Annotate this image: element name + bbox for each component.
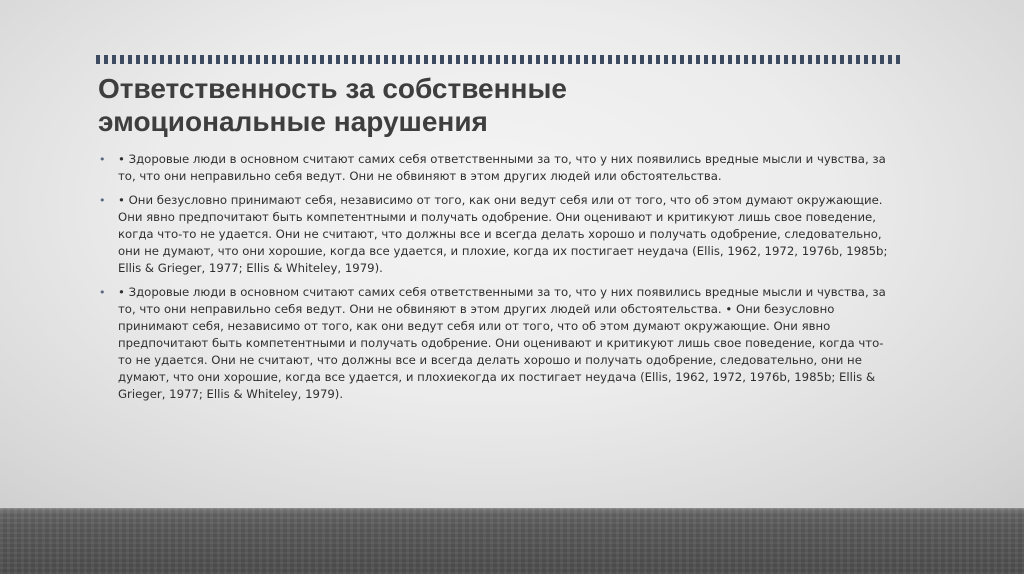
bullet-marker-icon: •	[99, 194, 106, 207]
bullet-marker-icon: •	[99, 153, 106, 166]
bullet-text-3: • Здоровые люди в основном считают самих себя ответственными за то, что у них появились вредные мысли и чувства, за то, что они неправильно себя ведут. Они не обвиняют в этом других людей или обстоятельства. • Они безусловно принимают себя, независимо от того, как они ведут себя или от того, что об этом думают окружающие. Они явно предпочитают быть компетентными и получать одобрение. Они оценивают и критикуют лишь свое поведение, когда что-то не удается. Они не считают, что должны все и всегда делать хорошо и получать одобрение, следовательно, они не думают, что они хорошие, когда все удается, и плохиекогда их постигает неудача (Ellis, 1962, 1972, 1976b, 1985b; Ellis & Grieger, 1977; Ellis & Whiteley, 1979).	[118, 285, 886, 401]
bullet-item-1	[98, 151, 890, 185]
bullet-text-1: • Здоровые люди в основном считают самих себя ответственными за то, что у них появились вредные мысли и чувства, за то, что они неправильно себя ведут. Они не обвиняют в этом других людей или обстоятельства.	[118, 152, 886, 183]
bullet-item-3	[98, 284, 890, 403]
bullet-text-2: • Они безусловно принимают себя, независимо от того, как они ведут себя или от того, что об этом думают окружающие. Они явно предпочитают быть компетентными и получать одобрение. Они оценивают и критикуют лишь свое поведение, когда что-то не удается. Они не считают, что должны все и всегда делать хорошо и получать одобрение, следовательно, они не думают, что они хорошие, когда все удается, и плохие, когда их постигает неудача (Ellis, 1962, 1972, 1976b, 1985b; Ellis & Grieger, 1977; Ellis & Whiteley, 1979).	[118, 193, 888, 275]
slide-title-line-2: эмоциональные нарушения	[98, 106, 488, 137]
floor-background	[0, 508, 1024, 574]
decorative-stripe-bar	[96, 55, 902, 64]
bullet-list	[98, 151, 890, 410]
bullet-item-2	[98, 192, 890, 277]
floor-texture	[0, 508, 1024, 574]
bullet-marker-icon: •	[99, 286, 106, 299]
slide-title-line-1: Ответственность за собственные	[98, 73, 567, 104]
slide-title	[98, 72, 898, 138]
